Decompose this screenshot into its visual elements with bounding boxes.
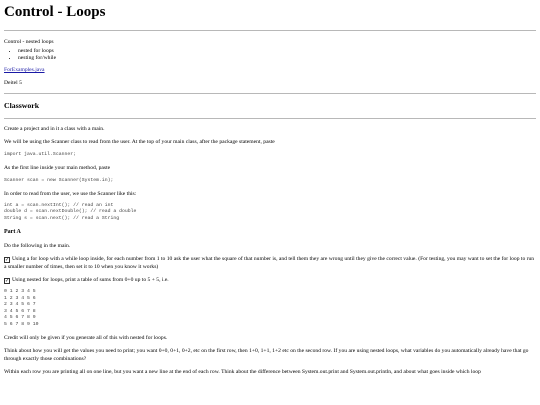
classwork-p1: Create a project and in it a class with a main.: [4, 125, 105, 132]
classwork-p3: As the first line inside your main method, paste: [4, 164, 111, 171]
part-a-intro: Do the following in the main.: [4, 243, 71, 250]
title-divider: [4, 30, 536, 31]
section-divider: [4, 93, 536, 94]
task-1: [4, 256, 536, 271]
topic-item: • nesting for/while: [18, 55, 536, 62]
classwork-p4: In order to read from the user, we use the Scanner like this:: [4, 190, 137, 197]
page-title: Control - Loops: [4, 4, 106, 20]
note-newline: Within each row you are printing all on one line, but you want a new line at the end of each row. Think about the difference between System.out.print and System.out.println, and about what goes inside which loop: [4, 368, 481, 375]
example-file-link[interactable]: ForExamples.java: [4, 67, 45, 74]
note-credit: Credit will only be given if you generate all of this with nested for loops.: [4, 335, 168, 342]
classwork-heading: Classwork: [4, 100, 40, 110]
checkbox-icon: ✓: [5, 278, 10, 284]
code-read: int a = scan.nextInt(); // read an int double d = scan.nextDouble(); // read a double String s = scan.next(); // read a String: [4, 202, 137, 221]
section-divider: [4, 118, 536, 119]
task-2-text: Using nested for loops, print a table of sums from 0+0 up to 5 + 5, i.e.: [12, 276, 169, 283]
example-link-row: [4, 67, 536, 74]
part-a-heading: Part A: [4, 229, 21, 236]
reference-text: Deitel 5: [4, 79, 22, 86]
note-values: Think about how you will get the values you need to print; you want 0+0, 0+1, 0+2, etc on the first row, then 1+0, 1+1, 1+2 etc on the second row. If you are using nested loops, what variables do you automatically already have that go through exactly those combinations?: [4, 348, 529, 362]
classwork-p2: We will be using the Scanner class to read from the user. At the top of your main class, after the package statement, paste: [4, 139, 275, 146]
task-2: [4, 277, 536, 284]
code-import: import java.util.Scanner;: [4, 152, 76, 158]
topic-item: • nested for loops: [18, 48, 536, 55]
code-scanner: Scanner scan = new Scanner(System.in);: [4, 178, 114, 184]
topic-list: [4, 48, 536, 63]
intro-subtitle: Control - nested loops: [4, 38, 54, 45]
task-1-text: Using a for loop with a while loop inside, for each number from 1 to 10 ask the user what the square of that number is, and tell them they are wrong until they give the correct value. (For testing, you may want to set the for loop to run a smaller number of times, then set it to 10 when you know it works): [4, 256, 535, 270]
checkbox-icon: ✓: [5, 258, 10, 264]
sums-table: 0 1 2 3 4 5 1 2 3 4 5 6 2 3 4 5 6 7 3 4 5 6 7 8 4 5 6 7 8 9 5 6 7 8 9 10: [4, 289, 39, 327]
